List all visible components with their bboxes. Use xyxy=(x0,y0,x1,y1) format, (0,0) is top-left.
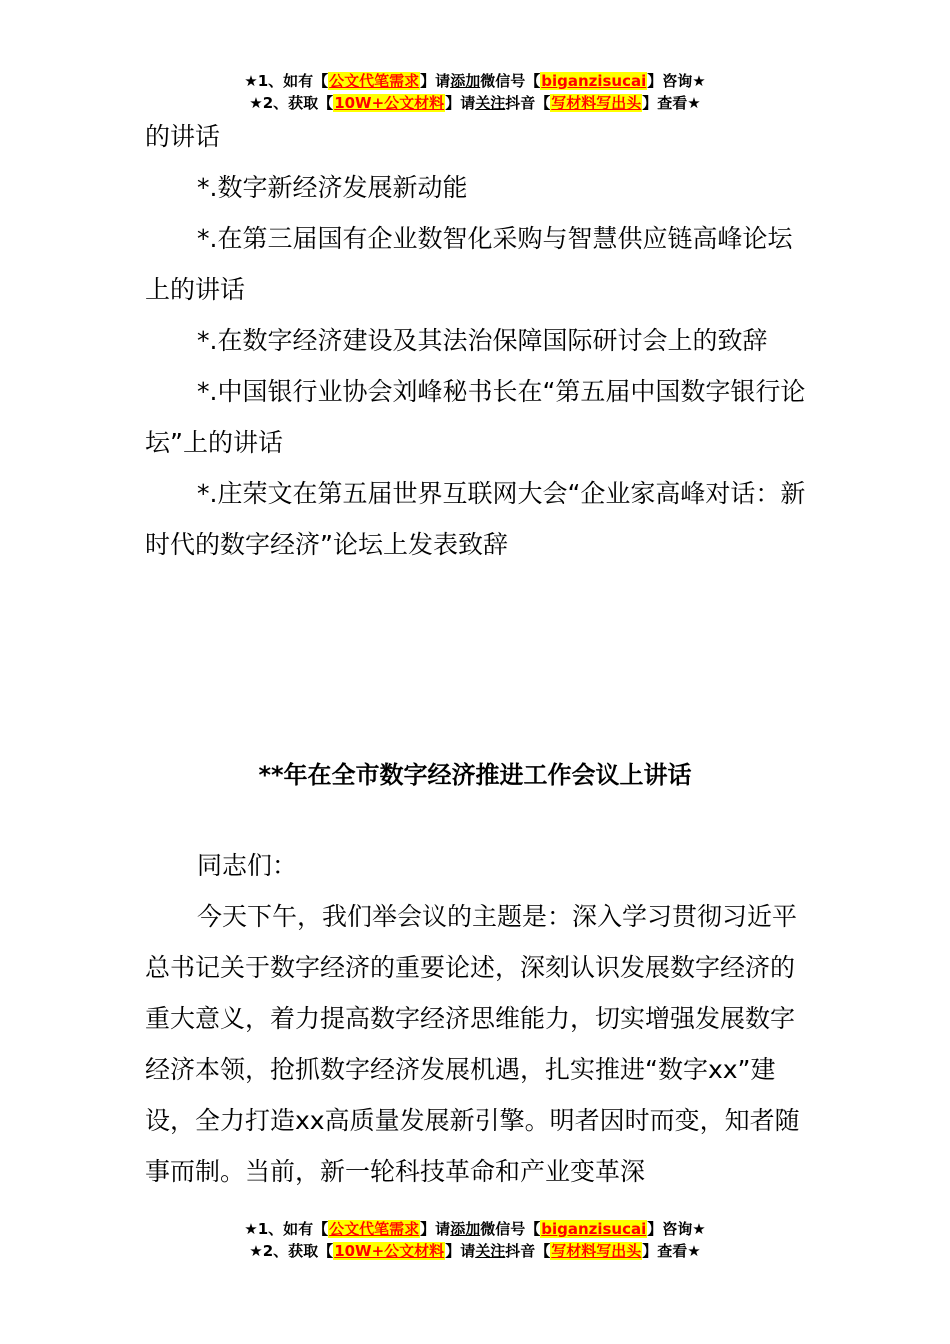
salutation: 同志们： xyxy=(197,851,298,880)
list-item: *.在第三届国有企业数智化采购与智慧供应链高峰论坛上的讲话 xyxy=(145,224,793,304)
list-item: *.数字新经济发展新动能 xyxy=(197,173,468,202)
banner-line-1 xyxy=(0,1218,950,1240)
banner-underline: 关注 xyxy=(475,94,506,112)
list-item: *.庄荣文在第五届世界互联网大会“企业家高峰对话：新时代的数字经济”论坛上发表致辞 xyxy=(145,479,806,559)
banner-text: ★2、获取【 xyxy=(249,94,334,112)
header-banner xyxy=(0,70,950,114)
list-item: *.中国银行业协会刘峰秘书长在“第五届中国数字银行论坛”上的讲话 xyxy=(145,377,806,457)
banner-text: 】请 xyxy=(420,72,451,90)
banner-text: 】请 xyxy=(445,94,476,112)
banner-highlight: biganzisucai xyxy=(541,72,647,90)
document-body xyxy=(145,840,810,1197)
banner-text: ★1、如有【 xyxy=(244,1220,329,1238)
banner-line-2 xyxy=(0,1240,950,1262)
banner-underline: 添加 xyxy=(450,1220,481,1238)
banner-text: ★2、获取【 xyxy=(249,1242,334,1260)
body-paragraph: 今天下午，我们举会议的主题是：深入学习贯彻习近平总书记关于数字经济的重要论述，深刻认识发展数字经济的重大意义，着力提高数字经济思维能力，切实增强发展数字经济本领，抢抓数字经济发展机遇，扎实推进“数字xx”建设，全力打造xx高质量发展新引擎。明者因时而变，知者随事而制。当前，新一轮科技革命和产业变革深 xyxy=(145,902,800,1186)
banner-text: 】咨询★ xyxy=(647,1220,706,1238)
banner-highlight: biganzisucai xyxy=(541,1220,647,1238)
banner-text: 】请 xyxy=(445,1242,476,1260)
banner-highlight: 写材料写出头 xyxy=(551,94,642,112)
banner-highlight: 公文代笔需求 xyxy=(329,1220,420,1238)
document-title: **年在全市数字经济推进工作会议上讲话 xyxy=(258,761,692,789)
footer-banner xyxy=(0,1218,950,1262)
banner-text: 微信号【 xyxy=(480,72,541,90)
banner-text: 】查看★ xyxy=(642,1242,701,1260)
banner-underline: 添加 xyxy=(450,72,481,90)
banner-underline: 关注 xyxy=(475,1242,506,1260)
banner-text: 微信号【 xyxy=(480,1220,541,1238)
banner-text: 】请 xyxy=(420,1220,451,1238)
banner-text: 抖音【 xyxy=(505,94,551,112)
banner-highlight: 写材料写出头 xyxy=(551,1242,642,1260)
banner-text: ★1、如有【 xyxy=(244,72,329,90)
list-item: *.在数字经济建设及其法治保障国际研讨会上的致辞 xyxy=(197,326,768,355)
banner-text: 】咨询★ xyxy=(647,72,706,90)
banner-highlight: 10W+公文材料 xyxy=(334,1242,445,1260)
banner-highlight: 10W+公文材料 xyxy=(334,94,445,112)
banner-text: 抖音【 xyxy=(505,1242,551,1260)
banner-highlight: 公文代笔需求 xyxy=(329,72,420,90)
banner-text: 】查看★ xyxy=(642,94,701,112)
banner-line-1 xyxy=(0,70,950,92)
related-list xyxy=(145,111,810,570)
list-continuation: 的讲话 xyxy=(145,122,221,151)
